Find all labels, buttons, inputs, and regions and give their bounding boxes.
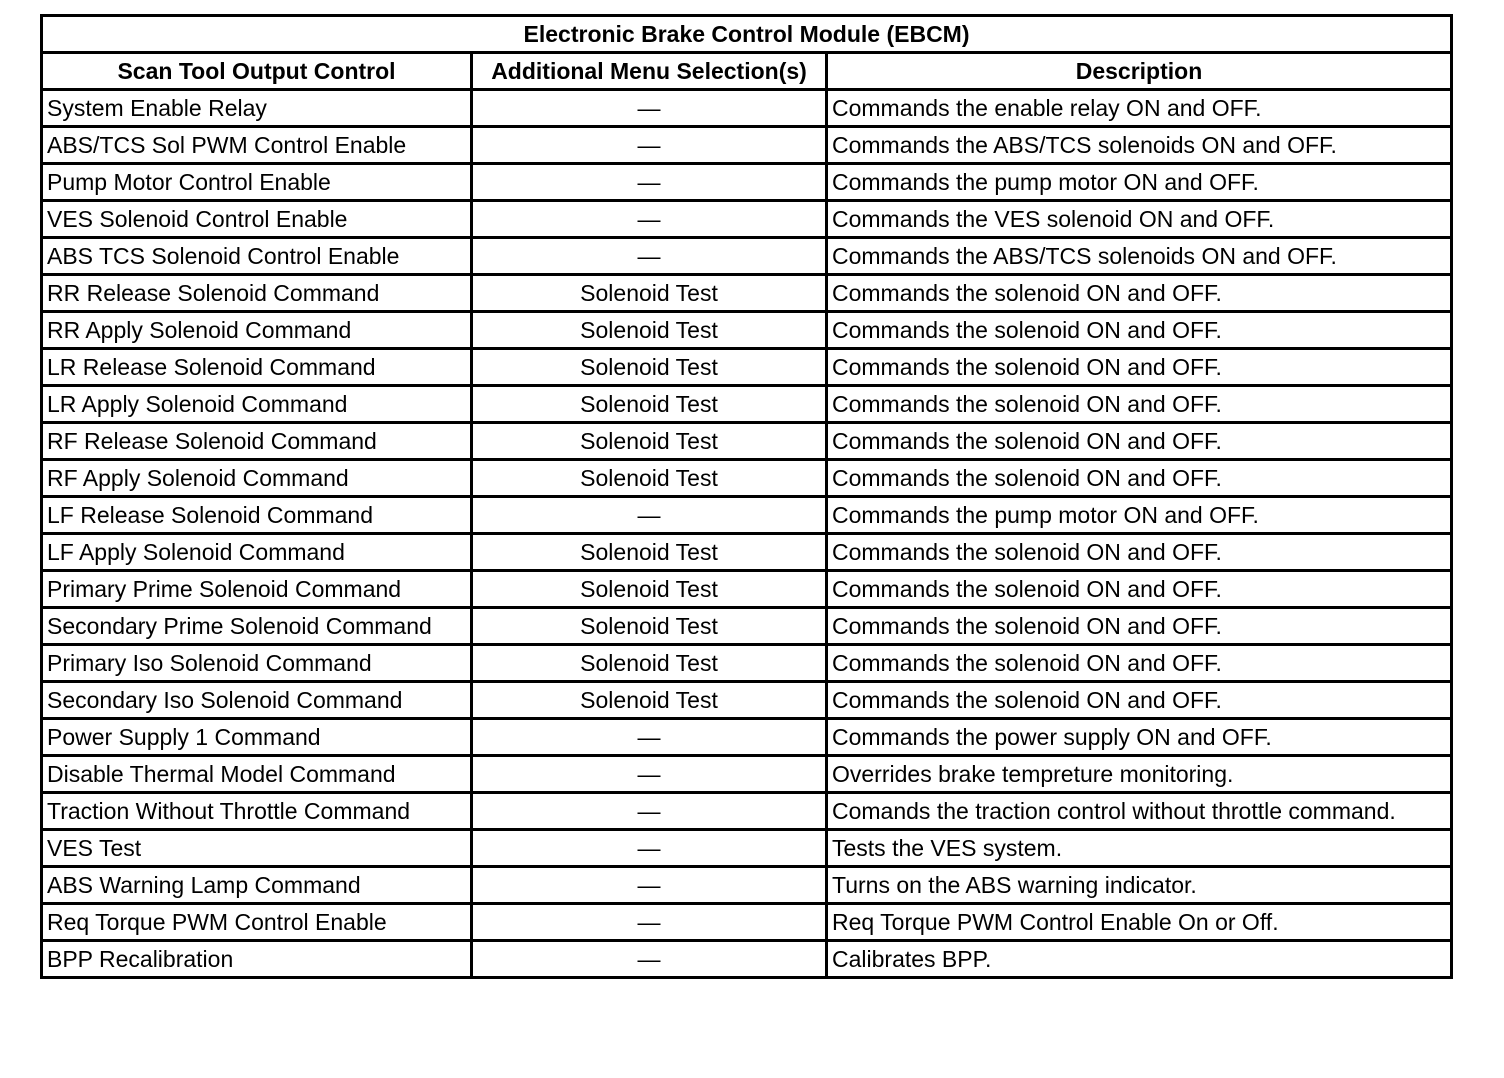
description-cell: Commands the solenoid ON and OFF. bbox=[827, 460, 1452, 497]
output-control-cell: LR Apply Solenoid Command bbox=[42, 386, 472, 423]
menu-selection-cell: Solenoid Test bbox=[472, 275, 827, 312]
table-row bbox=[42, 312, 1452, 349]
output-control-cell: Primary Iso Solenoid Command bbox=[42, 645, 472, 682]
table-row bbox=[42, 904, 1452, 941]
description-cell: Commands the solenoid ON and OFF. bbox=[827, 571, 1452, 608]
description-cell: Commands the enable relay ON and OFF. bbox=[827, 90, 1452, 127]
output-control-cell: VES Solenoid Control Enable bbox=[42, 201, 472, 238]
table-title-row bbox=[42, 16, 1452, 53]
table-row bbox=[42, 682, 1452, 719]
table-row bbox=[42, 497, 1452, 534]
menu-selection-cell: Solenoid Test bbox=[472, 682, 827, 719]
output-control-cell: Pump Motor Control Enable bbox=[42, 164, 472, 201]
description-cell: Commands the ABS/TCS solenoids ON and OFF. bbox=[827, 238, 1452, 275]
table-row bbox=[42, 201, 1452, 238]
column-header-menu-selections: Additional Menu Selection(s) bbox=[472, 53, 827, 90]
menu-selection-cell: Solenoid Test bbox=[472, 608, 827, 645]
menu-selection-cell: Solenoid Test bbox=[472, 645, 827, 682]
menu-selection-cell: Solenoid Test bbox=[472, 349, 827, 386]
output-control-cell: RR Apply Solenoid Command bbox=[42, 312, 472, 349]
output-control-cell: RR Release Solenoid Command bbox=[42, 275, 472, 312]
output-control-cell: Secondary Prime Solenoid Command bbox=[42, 608, 472, 645]
table-title: Electronic Brake Control Module (EBCM) bbox=[42, 16, 1452, 53]
description-cell: Commands the solenoid ON and OFF. bbox=[827, 682, 1452, 719]
menu-selection-cell: — bbox=[472, 756, 827, 793]
menu-selection-cell: Solenoid Test bbox=[472, 312, 827, 349]
table-row bbox=[42, 90, 1452, 127]
menu-selection-cell: Solenoid Test bbox=[472, 423, 827, 460]
description-cell: Commands the solenoid ON and OFF. bbox=[827, 645, 1452, 682]
table-row bbox=[42, 830, 1452, 867]
table-row bbox=[42, 238, 1452, 275]
table-row bbox=[42, 349, 1452, 386]
description-cell: Commands the ABS/TCS solenoids ON and OFF. bbox=[827, 127, 1452, 164]
description-cell: Commands the solenoid ON and OFF. bbox=[827, 534, 1452, 571]
menu-selection-cell: — bbox=[472, 497, 827, 534]
menu-selection-cell: Solenoid Test bbox=[472, 460, 827, 497]
menu-selection-cell: — bbox=[472, 830, 827, 867]
description-cell: Calibrates BPP. bbox=[827, 941, 1452, 978]
output-control-cell: ABS/TCS Sol PWM Control Enable bbox=[42, 127, 472, 164]
table-row bbox=[42, 275, 1452, 312]
menu-selection-cell: — bbox=[472, 164, 827, 201]
description-cell: Commands the pump motor ON and OFF. bbox=[827, 497, 1452, 534]
output-control-cell: LF Release Solenoid Command bbox=[42, 497, 472, 534]
description-cell: Commands the solenoid ON and OFF. bbox=[827, 423, 1452, 460]
description-cell: Overrides brake tempreture monitoring. bbox=[827, 756, 1452, 793]
menu-selection-cell: Solenoid Test bbox=[472, 386, 827, 423]
output-control-cell: Req Torque PWM Control Enable bbox=[42, 904, 472, 941]
description-cell: Commands the VES solenoid ON and OFF. bbox=[827, 201, 1452, 238]
output-control-cell: LF Apply Solenoid Command bbox=[42, 534, 472, 571]
table-header-row bbox=[42, 53, 1452, 90]
description-cell: Turns on the ABS warning indicator. bbox=[827, 867, 1452, 904]
description-cell: Commands the pump motor ON and OFF. bbox=[827, 164, 1452, 201]
output-control-cell: RF Apply Solenoid Command bbox=[42, 460, 472, 497]
output-control-cell: RF Release Solenoid Command bbox=[42, 423, 472, 460]
menu-selection-cell: — bbox=[472, 719, 827, 756]
table-row bbox=[42, 941, 1452, 978]
description-cell: Tests the VES system. bbox=[827, 830, 1452, 867]
table-row bbox=[42, 793, 1452, 830]
document-page bbox=[40, 14, 1453, 979]
ebcm-output-control-table bbox=[40, 14, 1453, 979]
output-control-cell: ABS Warning Lamp Command bbox=[42, 867, 472, 904]
table-row bbox=[42, 571, 1452, 608]
output-control-cell: Secondary Iso Solenoid Command bbox=[42, 682, 472, 719]
table-row bbox=[42, 608, 1452, 645]
output-control-cell: Power Supply 1 Command bbox=[42, 719, 472, 756]
description-cell: Req Torque PWM Control Enable On or Off. bbox=[827, 904, 1452, 941]
description-cell: Commands the solenoid ON and OFF. bbox=[827, 349, 1452, 386]
output-control-cell: Disable Thermal Model Command bbox=[42, 756, 472, 793]
output-control-cell: Primary Prime Solenoid Command bbox=[42, 571, 472, 608]
description-cell: Commands the solenoid ON and OFF. bbox=[827, 386, 1452, 423]
menu-selection-cell: Solenoid Test bbox=[472, 571, 827, 608]
description-cell: Commands the solenoid ON and OFF. bbox=[827, 275, 1452, 312]
table-row bbox=[42, 460, 1452, 497]
description-cell: Comands the traction control without throttle command. bbox=[827, 793, 1452, 830]
menu-selection-cell: — bbox=[472, 238, 827, 275]
table-row bbox=[42, 127, 1452, 164]
output-control-cell: System Enable Relay bbox=[42, 90, 472, 127]
menu-selection-cell: — bbox=[472, 793, 827, 830]
column-header-description: Description bbox=[827, 53, 1452, 90]
table-body bbox=[42, 90, 1452, 978]
table-row bbox=[42, 719, 1452, 756]
table-row bbox=[42, 867, 1452, 904]
output-control-cell: BPP Recalibration bbox=[42, 941, 472, 978]
menu-selection-cell: — bbox=[472, 867, 827, 904]
column-header-output-control: Scan Tool Output Control bbox=[42, 53, 472, 90]
output-control-cell: Traction Without Throttle Command bbox=[42, 793, 472, 830]
menu-selection-cell: Solenoid Test bbox=[472, 534, 827, 571]
description-cell: Commands the solenoid ON and OFF. bbox=[827, 312, 1452, 349]
output-control-cell: VES Test bbox=[42, 830, 472, 867]
table-row bbox=[42, 164, 1452, 201]
menu-selection-cell: — bbox=[472, 90, 827, 127]
menu-selection-cell: — bbox=[472, 127, 827, 164]
table-row bbox=[42, 423, 1452, 460]
table-row bbox=[42, 386, 1452, 423]
description-cell: Commands the solenoid ON and OFF. bbox=[827, 608, 1452, 645]
output-control-cell: LR Release Solenoid Command bbox=[42, 349, 472, 386]
table-row bbox=[42, 534, 1452, 571]
menu-selection-cell: — bbox=[472, 904, 827, 941]
output-control-cell: ABS TCS Solenoid Control Enable bbox=[42, 238, 472, 275]
menu-selection-cell: — bbox=[472, 201, 827, 238]
table-row bbox=[42, 645, 1452, 682]
description-cell: Commands the power supply ON and OFF. bbox=[827, 719, 1452, 756]
table-row bbox=[42, 756, 1452, 793]
menu-selection-cell: — bbox=[472, 941, 827, 978]
